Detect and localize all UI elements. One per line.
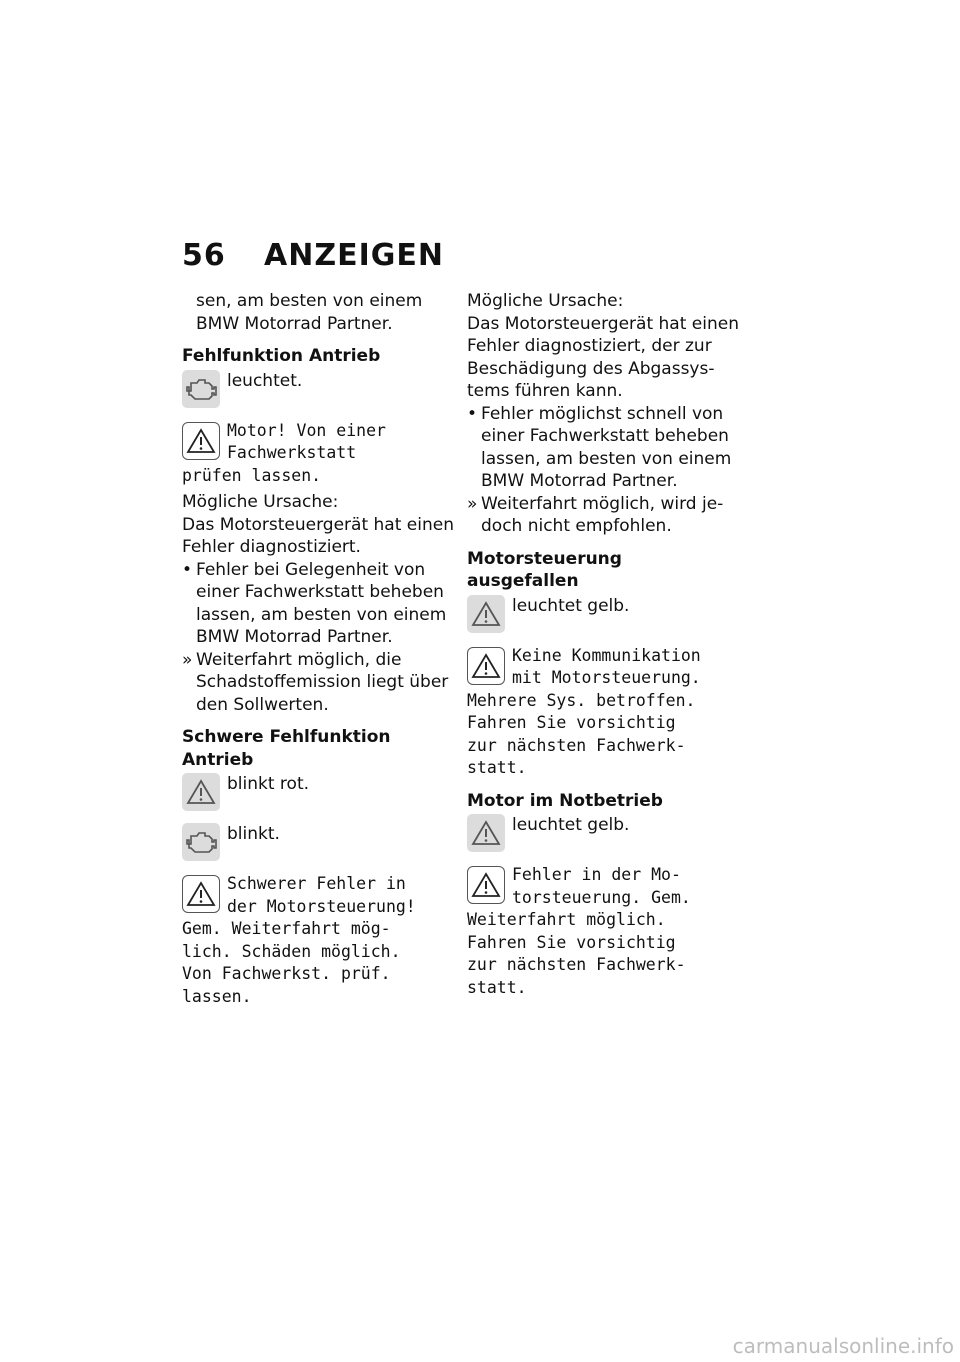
display-line: lich. Schäden möglich. [182,941,401,961]
warning-triangle-icon [467,595,505,633]
bullet-text: Fehler bei Gelegenheit von einer Fachwerkstatt beheben lassen, am besten von einem BMW Motorrad Partner. [196,559,447,647]
action-bullet [182,559,454,649]
warning-triangle-icon [182,875,220,913]
warning-triangle-icon [467,814,505,852]
warning-icon-row [467,814,739,860]
icon-status-text: leuchtet gelb. [512,815,630,835]
display-line: Keine Kommunikation [512,645,701,665]
display-line: Schwerer Fehler in [227,874,406,893]
display-line: der Motorsteuerung! [227,896,416,916]
page-header [182,238,444,273]
display-line: prüfen lassen. [182,465,322,485]
bullet-mark: • [182,559,193,580]
left-column [182,290,454,1008]
result-item [182,649,454,717]
display-line: Mehrere Sys. betroffen. [467,690,696,710]
heading-motorsteuerung-ausgefallen: Motorsteuerung ausgefallen [467,548,622,591]
display-line: Motor! Von einer [227,420,386,440]
display-line: Fahren Sie vorsichtig [467,932,676,952]
result-mark: » [182,649,193,670]
engine-check-icon [182,370,220,408]
display-line: Fachwerkstatt [227,443,357,462]
page-number: 56 [182,238,226,273]
result-item [467,493,739,538]
heading-fehlfunktion-antrieb: Fehlfunktion Antrieb [182,346,381,366]
warning-triangle-icon [467,866,505,904]
intro-text: sen, am besten von einem BMW Motorrad Partner. [196,291,423,334]
warning-icon-row [182,773,454,819]
right-column [467,290,739,999]
display-line: statt. [467,977,527,997]
display-message [182,420,454,488]
display-message [182,873,454,1008]
display-line: statt. [467,758,527,777]
display-line: Fehler in der Mo- [512,865,681,884]
bullet-text: Fehler möglichst schnell von einer Fachwerkstatt beheben lassen, am besten von einem BMW Motorrad Partner. [481,403,732,491]
result-text: Weiterfahrt möglich, wird je-doch nicht empfohlen. [481,493,724,536]
icon-status-text: blinkt. [227,824,280,844]
icon-status-text: leuchtet. [227,370,303,391]
display-message [467,864,739,999]
heading-motor-im-notbetrieb: Motor im Notbetrieb [467,790,663,811]
engine-icon-row [182,370,454,416]
cause-label: Mögliche Ursache: [182,492,339,512]
warning-icon-row [467,595,739,641]
display-line: zur nächsten Fachwerk- [467,955,686,974]
engine-check-icon [182,823,220,861]
display-message [467,645,739,780]
engine-icon-row [182,823,454,869]
watermark: carmanualsonline.info [732,1334,954,1358]
display-line: zur nächsten Fachwerk- [467,735,686,755]
bullet-mark: • [467,403,478,424]
warning-triangle-icon [182,773,220,811]
result-text: Weiterfahrt möglich, die Schadstoffemission liegt über den Sollwerten. [196,649,449,715]
display-line: torsteuerung. Gem. [512,887,691,907]
icon-status-text: blinkt rot. [227,774,310,794]
display-line: Fahren Sie vorsichtig [467,713,676,732]
display-line: lassen. [182,986,252,1006]
page-title: ANZEIGEN [264,238,444,273]
cause-label: Mögliche Ursache: [467,291,624,311]
cause-text: Das Motorsteuergerät hat einen Fehler diagnostiziert, der zur Beschädigung des Abgassys-tems führen kann. [467,313,739,401]
heading-schwere-fehlfunktion: Schwere Fehlfunktion Antrieb [182,727,391,770]
display-line: Von Fachwerkst. prüf. [182,964,391,983]
warning-triangle-icon [467,647,505,685]
icon-status-text: leuchtet gelb. [512,595,630,616]
result-mark: » [467,493,478,514]
cause-text: Das Motorsteuergerät hat einen Fehler diagnostiziert. [182,514,454,557]
display-line: mit Motorsteuerung. [512,668,701,687]
display-line: Gem. Weiterfahrt mög- [182,919,391,938]
display-line: Weiterfahrt möglich. [467,910,666,929]
action-bullet [467,403,739,493]
warning-triangle-icon [182,422,220,460]
